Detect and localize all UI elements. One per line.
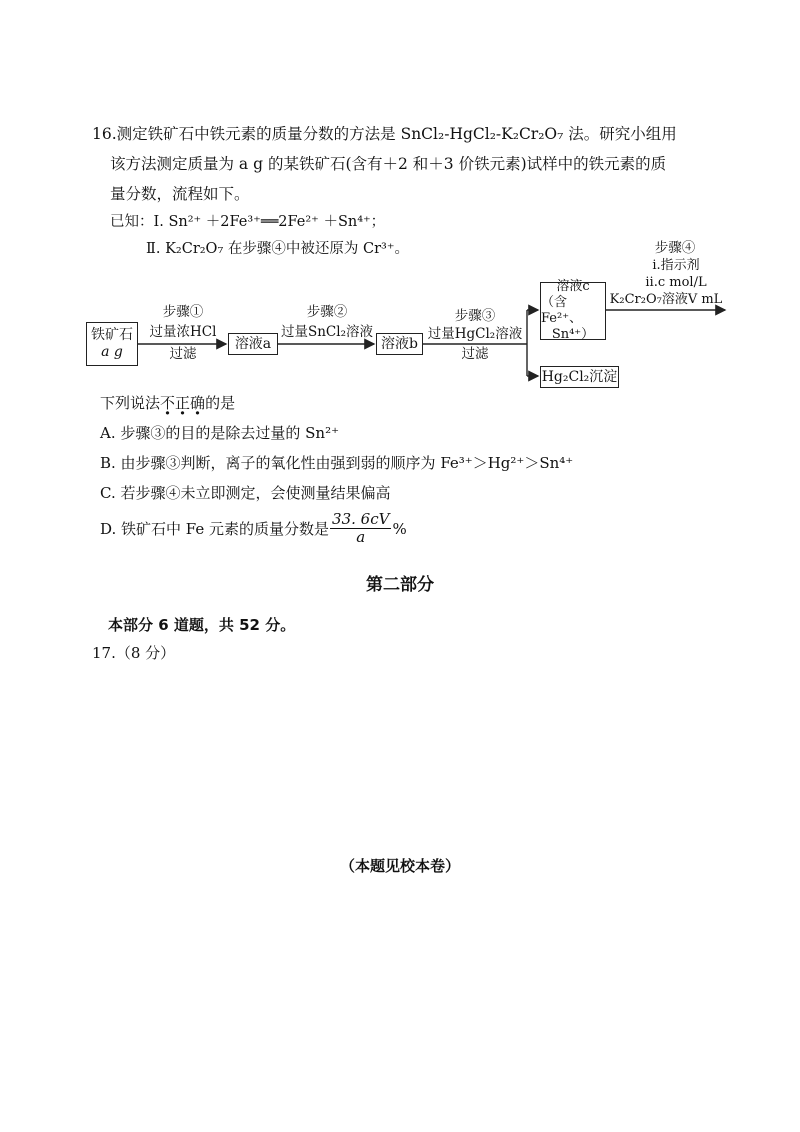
box-iron-ore-label: 铁矿石 (91, 327, 133, 343)
step3-label: 步骤③ (454, 308, 496, 324)
option-d-percent: % (392, 519, 407, 538)
option-a: A. 步骤③的目的是除去过量的 Sn²⁺ (100, 424, 340, 442)
box-solution-c (540, 279, 606, 342)
step2-reagent: 过量SnCl₂溶液 (280, 324, 373, 340)
box-solution-c-label: 溶液c (556, 279, 590, 294)
q16-line-1: 16.测定铁矿石中铁元素的质量分数的方法是 SnCl₂-HgCl₂-K₂Cr₂O₇ 法。研究小组用 (92, 125, 677, 143)
q16-question-emphasis-3: 确 (190, 394, 206, 412)
option-c: C. 若步骤④未立即测定，会使测量结果偏高 (100, 484, 391, 502)
step4-concentration: ⅱ.c mol/L (645, 275, 707, 290)
q16-known-1: 已知：Ⅰ. Sn²⁺ ＋2Fe³⁺══2Fe²⁺ ＋Sn⁴⁺； (110, 214, 386, 230)
step2-label: 步骤② (306, 304, 348, 320)
step1-reagent: 过量浓HCl (149, 324, 217, 340)
q16-question-post: 的是 (205, 394, 236, 412)
option-d-numerator: 33. 6cV (332, 510, 390, 528)
option-d-text: D. 铁矿石中 Fe 元素的质量分数是 (100, 520, 330, 538)
box-solution-c-ions-1: （含Fe²⁺、 (541, 295, 583, 326)
option-d-denominator: a (356, 528, 366, 546)
q16-line-3: 量分数，流程如下。 (110, 185, 250, 203)
part2-subtitle: 本部分 6 道题，共 52 分。 (108, 616, 296, 634)
step4-label: 步骤④ (654, 240, 696, 256)
q17-header: 17.（8 分） (92, 644, 176, 662)
q16-question-pre: 下列说法 (100, 394, 161, 412)
q16-question-emphasis-2: 正 (175, 394, 191, 412)
option-b: B. 由步骤③判断，离子的氧化性由强到弱的顺序为 Fe³⁺＞Hg²⁺＞Sn⁴⁺ (100, 454, 574, 472)
q16-line-2: 该方法测定质量为 a g 的某铁矿石(含有＋2 和＋3 价铁元素)试样中的铁元素的质 (110, 155, 667, 173)
q16-question-emphasis-1: 不 (160, 394, 176, 412)
q16-known-2: Ⅱ. K₂Cr₂O₇ 在步骤④中被还原为 Cr³⁺。 (146, 241, 409, 257)
box-solution-b: 溶液b (376, 333, 423, 355)
box-iron-ore-mass: a g (101, 344, 123, 360)
box-solution-c-ions-2: Sn⁴⁺） (551, 327, 595, 342)
option-d-fraction (330, 511, 391, 546)
part2-title: 第二部分 (366, 575, 434, 595)
step1-label: 步骤① (162, 304, 204, 320)
box-solution-a: 溶液a (228, 333, 278, 355)
see-school-paper-note: （本题见校本卷） (339, 857, 460, 875)
step3-reagent: 过量HgCl₂溶液 (427, 326, 523, 342)
box-iron-ore (86, 322, 138, 366)
step4-titrant: K₂Cr₂O₇溶液V mL (609, 292, 723, 307)
option-d (100, 511, 407, 546)
step3-operation: 过滤 (461, 346, 489, 362)
box-precipitate: Hg₂Cl₂沉淀 (540, 366, 619, 388)
step1-operation: 过滤 (169, 346, 197, 362)
q16-question (100, 392, 235, 413)
step4-indicator: ⅰ.指示剂 (652, 258, 700, 273)
